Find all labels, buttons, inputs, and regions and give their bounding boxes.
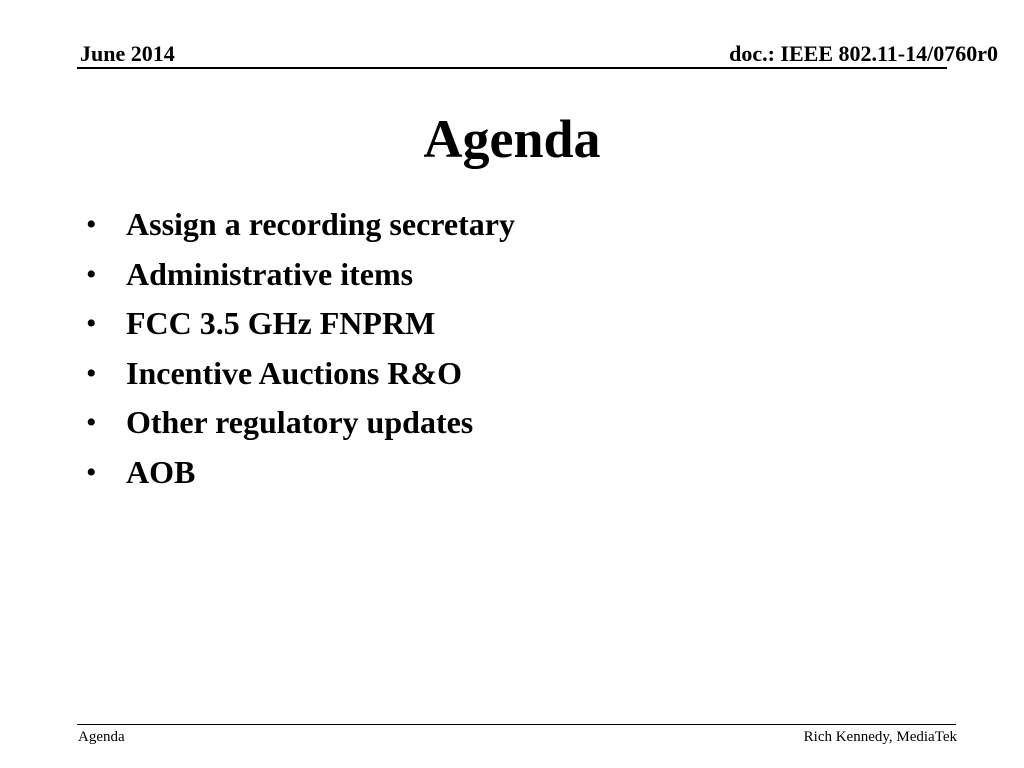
header-divider <box>77 67 947 69</box>
header-doc-id: doc.: IEEE 802.11-14/0760r0 <box>729 41 998 66</box>
slide-title: Agenda <box>423 109 601 169</box>
footer-divider <box>77 724 956 725</box>
agenda-item-text: FCC 3.5 GHz FNPRM <box>126 305 436 342</box>
bullet-icon: • <box>86 208 97 241</box>
footer-section: Agenda <box>78 729 125 745</box>
agenda-item-text: Other regulatory updates <box>126 404 474 441</box>
footer-author: Rich Kennedy, MediaTek <box>803 729 957 745</box>
bullet-icon: • <box>86 257 97 291</box>
bullet-icon: • <box>86 307 97 341</box>
agenda-item-text: AOB <box>126 453 196 490</box>
bullet-icon: • <box>86 455 97 489</box>
agenda-item-text: Incentive Auctions R&O <box>126 354 462 391</box>
header-date: June 2014 <box>80 41 175 66</box>
agenda-item-text: Assign a recording secretary <box>126 206 515 242</box>
bullet-icon: • <box>86 406 97 440</box>
bullet-icon: • <box>86 356 97 390</box>
agenda-item-text: Administrative items <box>126 255 414 292</box>
